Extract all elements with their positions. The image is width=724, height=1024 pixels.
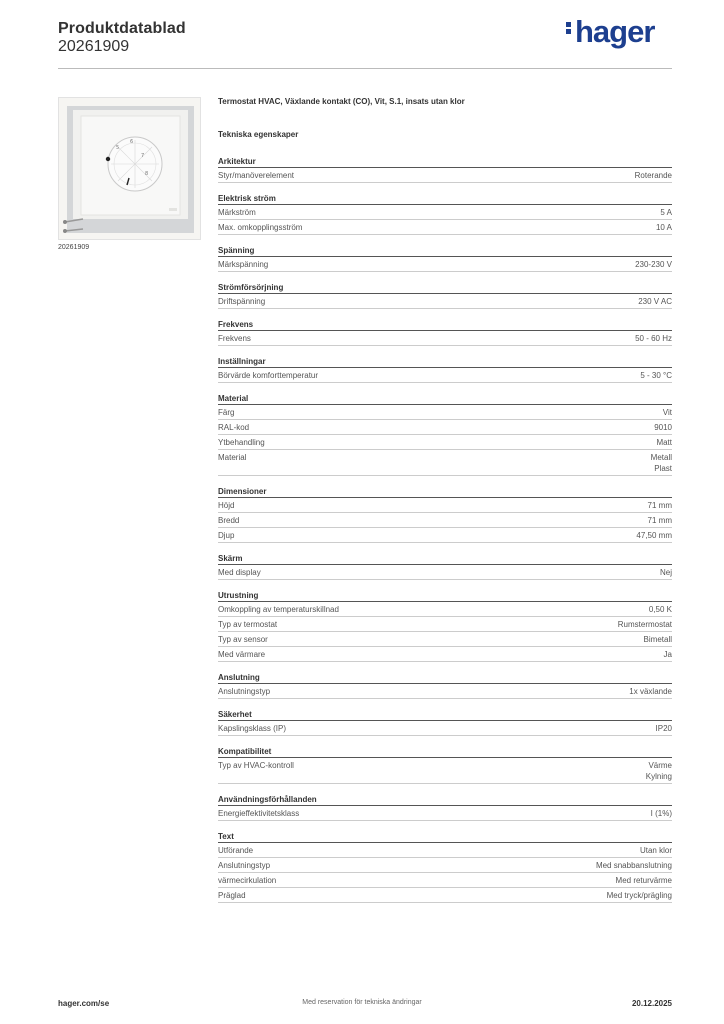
spec-value: Matt	[656, 438, 672, 447]
spec-value: 50 - 60 Hz	[635, 334, 672, 343]
spec-row	[218, 435, 672, 450]
spec-section-title: Inställningar	[218, 356, 672, 368]
spec-section-title: Text	[218, 831, 672, 843]
spec-row	[218, 632, 672, 647]
spec-row	[218, 498, 672, 513]
spec-section	[218, 193, 672, 235]
spec-row	[218, 513, 672, 528]
dial-label: 8	[145, 171, 149, 177]
spec-section	[218, 486, 672, 543]
spec-section-title: Kompatibilitet	[218, 746, 672, 758]
specs-table	[218, 156, 672, 913]
spec-section	[218, 746, 672, 784]
spec-row	[218, 721, 672, 736]
spec-value: 10 A	[655, 223, 672, 232]
spec-row	[218, 858, 672, 873]
spec-value: 5 - 30 °C	[640, 371, 672, 380]
spec-row	[218, 888, 672, 903]
spec-label: Ytbehandling	[218, 438, 265, 447]
spec-row	[218, 873, 672, 888]
page-title: Produktdatablad	[58, 20, 186, 37]
spec-row	[218, 758, 672, 784]
spec-section-title: Elektrisk ström	[218, 193, 672, 205]
spec-row	[218, 294, 672, 309]
spec-label: Höjd	[218, 501, 235, 510]
product-image	[58, 97, 201, 240]
spec-value: 9010	[654, 423, 672, 432]
spec-section	[218, 282, 672, 309]
spec-value: 1x växlande	[629, 687, 672, 696]
spec-value: 71 mm	[647, 501, 672, 510]
spec-value: 0,50 K	[648, 605, 672, 614]
spec-section	[218, 709, 672, 736]
spec-row	[218, 617, 672, 632]
dial-label: 6	[130, 139, 134, 145]
dial-label: 5	[116, 145, 120, 151]
spec-label: Med display	[218, 568, 261, 577]
spec-value: Med tryck/prägling	[606, 891, 672, 900]
spec-value: Metall Plast	[650, 453, 672, 473]
header-divider	[58, 68, 672, 69]
spec-row	[218, 420, 672, 435]
spec-label: Börvärde komforttemperatur	[218, 371, 319, 380]
spec-value: 71 mm	[647, 516, 672, 525]
spec-row	[218, 806, 672, 821]
spec-row	[218, 647, 672, 662]
thermostat-illustration	[59, 98, 202, 241]
spec-label: Material	[218, 453, 247, 462]
spec-section-title: Utrustning	[218, 590, 672, 602]
spec-label: Djup	[218, 531, 235, 540]
spec-label: Typ av HVAC-kontroll	[218, 761, 294, 770]
spec-label: Utförande	[218, 846, 254, 855]
footer-website-link[interactable]: hager.com/se	[58, 999, 110, 1008]
spec-value: Roterande	[634, 171, 672, 180]
spec-label: Energieffektivitetsklass	[218, 809, 300, 818]
spec-section	[218, 672, 672, 699]
specs-heading: Tekniska egenskaper	[218, 130, 299, 139]
spec-label: Anslutningstyp	[218, 687, 271, 696]
dial-label: 7	[141, 153, 145, 159]
spec-value: Nej	[659, 568, 672, 577]
spec-label: Styr/manöverelement	[218, 171, 295, 180]
spec-value: 230-230 V	[635, 260, 672, 269]
logo-dots-icon	[566, 20, 572, 36]
spec-value: Värme Kylning	[645, 761, 672, 781]
product-title: Termostat HVAC, Växlande kontakt (CO), Vit, S.1, insats utan klor	[218, 97, 465, 106]
spec-label: Märkspänning	[218, 260, 269, 269]
spec-section-title: Användningsförhållanden	[218, 794, 672, 806]
spec-row	[218, 528, 672, 543]
spec-row	[218, 368, 672, 383]
hager-logo[interactable]	[566, 14, 654, 50]
spec-section	[218, 590, 672, 662]
spec-row	[218, 684, 672, 699]
spec-section-title: Skärm	[218, 553, 672, 565]
spec-row	[218, 450, 672, 476]
spec-section	[218, 245, 672, 272]
spec-section	[218, 831, 672, 903]
spec-row	[218, 565, 672, 580]
spec-section	[218, 393, 672, 476]
footer-date: 20.12.2025	[631, 999, 672, 1008]
spec-section-title: Frekvens	[218, 319, 672, 331]
spec-section	[218, 356, 672, 383]
spec-section-title: Arkitektur	[218, 156, 672, 168]
spec-label: Typ av termostat	[218, 620, 278, 629]
spec-row	[218, 168, 672, 183]
spec-label: Bredd	[218, 516, 240, 525]
spec-section-title: Dimensioner	[218, 486, 672, 498]
footer-disclaimer: Med reservation för tekniska ändringar	[302, 999, 422, 1006]
spec-label: värmecirkulation	[218, 876, 277, 885]
spec-section-title: Spänning	[218, 245, 672, 257]
spec-section-title: Anslutning	[218, 672, 672, 684]
spec-label: Kapslingsklass (IP)	[218, 724, 287, 733]
spec-section-title: Säkerhet	[218, 709, 672, 721]
spec-value: 230 V AC	[638, 297, 672, 306]
spec-value: 5 A	[660, 208, 672, 217]
spec-row	[218, 331, 672, 346]
spec-label: Färg	[218, 408, 235, 417]
spec-value: 47,50 mm	[636, 531, 672, 540]
spec-label: Frekvens	[218, 334, 251, 343]
spec-row	[218, 205, 672, 220]
spec-value: Rumstermostat	[617, 620, 672, 629]
spec-label: Präglad	[218, 891, 246, 900]
spec-section	[218, 319, 672, 346]
spec-value: I (1%)	[650, 809, 672, 818]
spec-label: Driftspänning	[218, 297, 266, 306]
spec-label: Anslutningstyp	[218, 861, 271, 870]
spec-label: Med värmare	[218, 650, 266, 659]
spec-label: Märkström	[218, 208, 256, 217]
spec-value: Vit	[662, 408, 672, 417]
article-number: 20261909	[58, 38, 130, 55]
spec-row	[218, 602, 672, 617]
spec-section	[218, 794, 672, 821]
spec-value: Ja	[663, 650, 672, 659]
spec-row	[218, 220, 672, 235]
logo-text: hager	[575, 14, 655, 49]
spec-label: Max. omkopplingsström	[218, 223, 303, 232]
spec-row	[218, 257, 672, 272]
spec-value: IP20	[655, 724, 672, 733]
spec-label: Typ av sensor	[218, 635, 268, 644]
image-caption: 20261909	[58, 244, 90, 251]
spec-value: Med snabbanslutning	[595, 861, 672, 870]
spec-section-title: Material	[218, 393, 672, 405]
spec-section	[218, 156, 672, 183]
spec-label: Omkoppling av temperaturskillnad	[218, 605, 339, 614]
spec-value: Bimetall	[643, 635, 672, 644]
spec-section	[218, 553, 672, 580]
spec-row	[218, 405, 672, 420]
spec-label: RAL-kod	[218, 423, 250, 432]
spec-value: Med returvärme	[615, 876, 672, 885]
spec-row	[218, 843, 672, 858]
spec-value: Utan klor	[639, 846, 672, 855]
spec-section-title: Strömförsörjning	[218, 282, 672, 294]
